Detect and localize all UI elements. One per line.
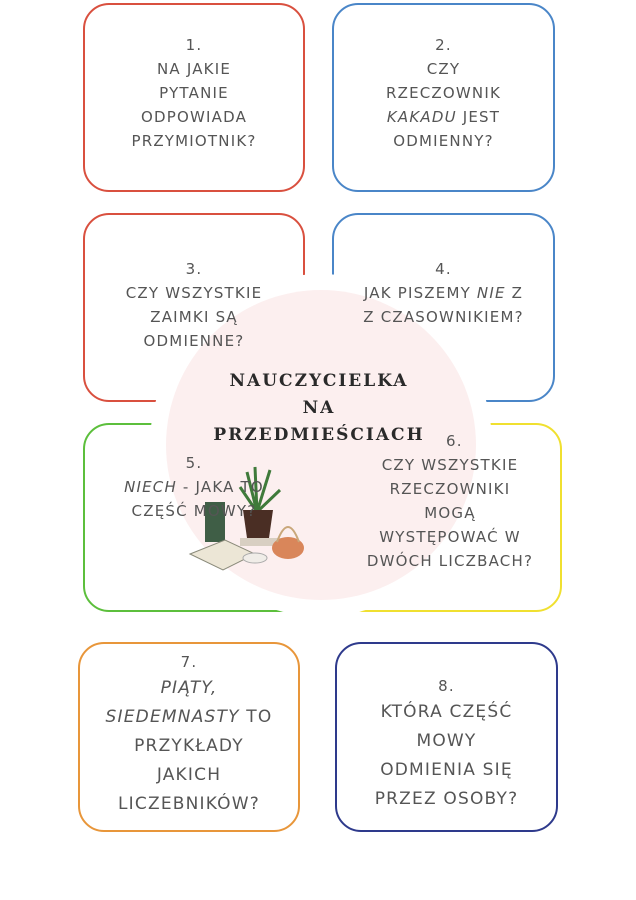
question-line	[80, 703, 298, 732]
question-number: 3.	[185, 260, 203, 278]
italic-term: NIE	[476, 284, 506, 302]
brand-name-line: NAUCZYCIELKA	[229, 371, 409, 391]
question-text	[337, 674, 556, 814]
question-text	[85, 33, 303, 153]
question-text	[340, 429, 560, 573]
question-card-8	[335, 642, 558, 832]
question-line: CZY	[426, 60, 461, 78]
question-line: MOGĄ	[424, 504, 476, 522]
question-line: RZECZOWNIKI	[389, 480, 511, 498]
question-line: JAKICH	[156, 765, 222, 785]
question-number: 6.	[446, 432, 463, 450]
question-line: DWÓCH LICZBACH?	[366, 552, 534, 570]
question-fragment: JEST	[456, 108, 501, 126]
question-line	[334, 105, 553, 129]
question-fragment: - JAKA TO	[176, 478, 264, 496]
question-line: ZAIMKI SĄ	[150, 308, 238, 326]
question-line: RZECZOWNIK	[385, 84, 502, 102]
question-number: 4.	[435, 260, 452, 278]
brand-name-line: PRZEDMIEŚCIACH	[213, 425, 425, 445]
question-fragment: TO	[239, 707, 273, 727]
italic-term: SIEDEMNASTY	[105, 707, 240, 727]
question-line: CZY WSZYSTKIE	[125, 284, 263, 302]
question-line: CZY WSZYSTKIE	[381, 456, 519, 474]
question-number: 2.	[435, 36, 452, 54]
italic-term: NIECH	[124, 478, 177, 496]
question-card-1	[83, 3, 305, 192]
question-number: 5.	[185, 454, 203, 472]
italic-term: KAKADU	[386, 108, 457, 126]
question-line: PRZYMIOTNIK?	[131, 132, 257, 150]
brand-name-line: NA	[302, 398, 336, 418]
question-line: CZĘŚĆ MOWY?	[131, 502, 257, 520]
question-number: 7.	[180, 653, 198, 671]
question-text	[334, 33, 553, 153]
question-line: Z CZASOWNIKIEM?	[363, 308, 524, 326]
question-line: KTÓRA CZĘŚĆ	[380, 702, 513, 722]
question-text	[334, 257, 553, 329]
italic-term: PIĄTY,	[160, 678, 218, 698]
question-line: WYSTĘPOWAĆ W	[379, 528, 521, 546]
brand-logo	[198, 368, 440, 449]
question-fragment: Z	[505, 284, 524, 302]
question-card-7	[78, 642, 300, 832]
question-line: LICZEBNIKÓW?	[118, 794, 260, 814]
question-line: MOWY	[416, 731, 477, 751]
question-text	[85, 451, 303, 523]
question-line: PRZEZ OSOBY?	[374, 789, 519, 809]
question-line: ODMIENNY?	[393, 132, 494, 150]
question-number: 8.	[438, 677, 455, 695]
question-line: ODPOWIADA	[140, 108, 248, 126]
question-line	[85, 475, 303, 499]
question-line: PRZYKŁADY	[134, 736, 244, 756]
question-line: ODMIENNE?	[143, 332, 245, 350]
question-line: NA JAKIE	[156, 60, 231, 78]
question-line: ODMIENIA SIĘ	[380, 760, 513, 780]
teacup-icon	[243, 553, 267, 563]
question-card-2	[332, 3, 555, 192]
question-line	[334, 281, 553, 305]
question-fragment: JAK PISZEMY	[363, 284, 477, 302]
question-text	[85, 257, 303, 353]
question-text	[80, 650, 298, 819]
question-number: 1.	[185, 36, 203, 54]
question-line: PYTANIE	[159, 84, 229, 102]
